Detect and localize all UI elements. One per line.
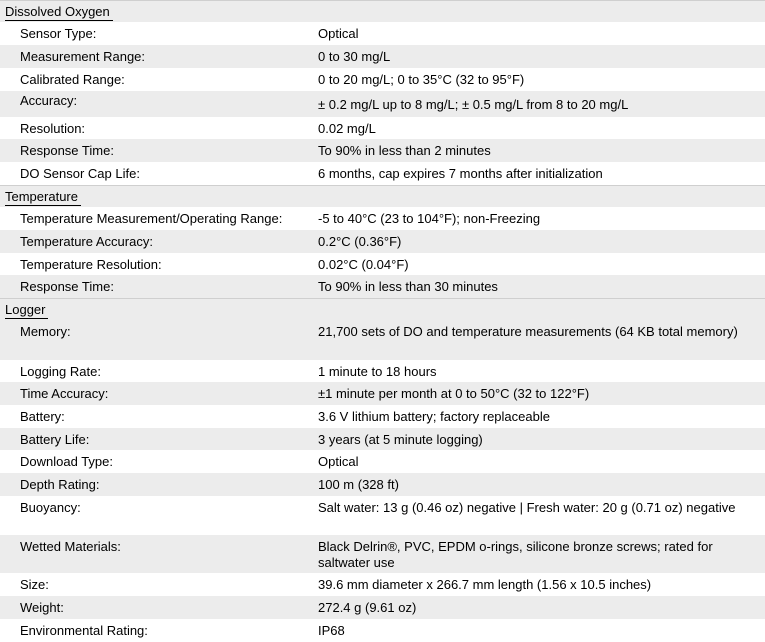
spec-label: Battery: (20, 409, 65, 424)
spec-row (0, 22, 765, 45)
spec-label: Logging Rate: (20, 364, 101, 379)
spec-label: Depth Rating: (20, 477, 100, 492)
spec-value: ±1 minute per month at 0 to 50°C (32 to 122°F) (318, 386, 590, 401)
spec-label: Weight: (20, 600, 64, 615)
spec-value: -5 to 40°C (23 to 104°F); non-Freezing (318, 211, 541, 226)
spec-row (0, 596, 765, 619)
spec-label: Temperature Accuracy: (20, 234, 153, 249)
spec-row (0, 275, 765, 298)
spec-label: Measurement Range: (20, 49, 146, 64)
spec-row (0, 496, 765, 535)
spec-row (0, 573, 765, 596)
spec-value: 39.6 mm diameter x 266.7 mm length (1.56 x 10.5 inches) (318, 577, 652, 592)
spec-label: Temperature Measurement/Operating Range: (20, 211, 283, 226)
spec-row (0, 117, 765, 139)
spec-value: 3.6 V lithium battery; factory replaceable (318, 409, 550, 424)
spec-label: Download Type: (20, 454, 113, 469)
spec-row (0, 68, 765, 91)
spec-row (0, 230, 765, 253)
spec-label: Response Time: (20, 279, 114, 294)
spec-row (0, 45, 765, 68)
section-header (0, 298, 765, 320)
spec-label: Memory: (20, 324, 71, 339)
section-title: Logger (5, 302, 48, 319)
section-title: Dissolved Oxygen (5, 4, 113, 21)
spec-value: Salt water: 13 g (0.46 oz) negative | Fresh water: 20 g (0.71 oz) negative (318, 500, 736, 515)
spec-value: 0.2°C (0.36°F) (318, 234, 402, 249)
spec-value: 0 to 30 mg/L (318, 49, 391, 64)
spec-label: Time Accuracy: (20, 386, 109, 401)
spec-row (0, 360, 765, 382)
spec-value: 0 to 20 mg/L; 0 to 35°C (32 to 95°F) (318, 72, 525, 87)
spec-value: 100 m (328 ft) (318, 477, 399, 492)
spec-row (0, 405, 765, 428)
spec-label: Response Time: (20, 143, 114, 158)
spec-label: Calibrated Range: (20, 72, 125, 87)
spec-value: To 90% in less than 2 minutes (318, 143, 491, 158)
spec-row (0, 253, 765, 275)
spec-value: 21,700 sets of DO and temperature measurements (64 KB total memory) (318, 324, 738, 339)
spec-value: Optical (318, 26, 359, 41)
spec-label: Battery Life: (20, 432, 90, 447)
spec-row (0, 162, 765, 185)
spec-value: IP68 (318, 623, 345, 638)
spec-row (0, 473, 765, 496)
spec-value: 0.02 mg/L (318, 121, 376, 136)
spec-label: Wetted Materials: (20, 539, 121, 554)
spec-row (0, 535, 765, 573)
spec-value: 1 minute to 18 hours (318, 364, 437, 379)
spec-label: Temperature Resolution: (20, 257, 162, 272)
spec-value: 272.4 g (9.61 oz) (318, 600, 417, 615)
spec-label: Size: (20, 577, 49, 592)
spec-label: Resolution: (20, 121, 86, 136)
spec-row (0, 320, 765, 360)
spec-row (0, 450, 765, 473)
spec-value: 0.02°C (0.04°F) (318, 257, 409, 272)
spec-value: 6 months, cap expires 7 months after initialization (318, 166, 603, 181)
spec-value: ± 0.2 mg/L up to 8 mg/L; ± 0.5 mg/L from 8 to 20 mg/L (318, 97, 629, 112)
spec-label: DO Sensor Cap Life: (20, 166, 140, 181)
spec-row (0, 207, 765, 230)
spec-label: Environmental Rating: (20, 623, 148, 638)
spec-row (0, 428, 765, 450)
spec-label: Accuracy: (20, 93, 78, 108)
section-header (0, 185, 765, 207)
spec-value: To 90% in less than 30 minutes (318, 279, 498, 294)
spec-row (0, 91, 765, 117)
spec-row (0, 139, 765, 162)
spec-value: Optical (318, 454, 359, 469)
spec-row (0, 382, 765, 405)
spec-value: 3 years (at 5 minute logging) (318, 432, 483, 447)
spec-row (0, 619, 765, 641)
section-header (0, 0, 765, 22)
spec-label: Sensor Type: (20, 26, 97, 41)
spec-value: Black Delrin®, PVC, EPDM o-rings, silicone bronze screws; rated for saltwater use (318, 539, 713, 570)
spec-label: Buoyancy: (20, 500, 81, 515)
section-title: Temperature (5, 189, 81, 206)
